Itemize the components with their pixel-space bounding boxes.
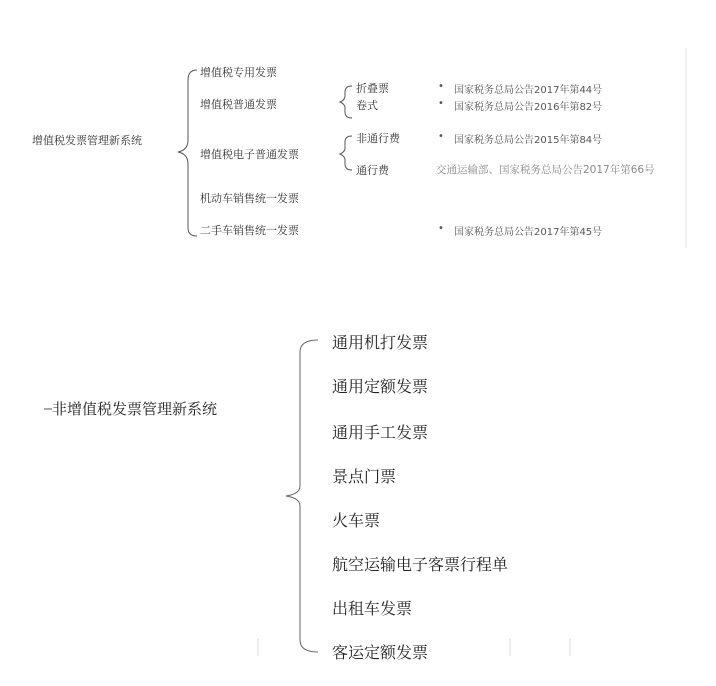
vat-sub-folded: 折叠票 (356, 82, 389, 95)
nonvat-branch-machine-printed: 通用机打发票 (332, 333, 429, 352)
vat-ref-2015-84: 国家税务总局公告2015年第84号 (454, 135, 603, 146)
vat-sub-roll: 卷式 (356, 99, 378, 112)
nonvat-root-label: 非增值税发票管理新系统 (52, 400, 218, 418)
nonvat-branch-handwritten: 通用手工发票 (332, 423, 429, 442)
nonvat-main-brace (286, 340, 318, 652)
nonvat-branch-air-itinerary: 航空运输电子客票行程单 (332, 555, 509, 574)
nonvat-branch-scenic-ticket: 景点门票 (332, 467, 397, 486)
vat-sub-toll: 通行费 (356, 164, 389, 177)
nonvat-branch-train-ticket: 火车票 (332, 511, 381, 530)
vat-ref-2017-44: 国家税务总局公告2017年第44号 (454, 85, 603, 96)
vat-ref-2017-45: 国家税务总局公告2017年第45号 (454, 227, 603, 238)
vat-ref-bullet: • (438, 223, 444, 234)
nonvat-branch-fixed-amount: 通用定额发票 (332, 377, 429, 396)
vat-branch-electronic: 增值税电子普通发票 (200, 148, 299, 161)
vat-branch-special: 增值税专用发票 (200, 66, 277, 79)
vat-root-label: 增值税发票管理新系统 (32, 134, 142, 147)
vat-sub-non-toll: 非通行费 (356, 132, 400, 145)
vat-ref-2017-66: 交通运输部、国家税务总局公告2017年第66号 (436, 164, 655, 176)
vat-ref-bullet: • (438, 131, 444, 142)
vat-ref-bullet: • (438, 98, 444, 109)
vat-ref-bullet: • (438, 81, 444, 92)
vat-branch-used-car: 二手车销售统一发票 (200, 224, 299, 237)
vat-branch-ordinary: 增值税普通发票 (200, 98, 277, 111)
vat-branch-motor-vehicle: 机动车销售统一发票 (200, 192, 299, 205)
nonvat-branch-passenger-fixed: 客运定额发票 (332, 643, 429, 662)
nonvat-branch-taxi-invoice: 出租车发票 (332, 599, 413, 618)
vat-ref-2016-82: 国家税务总局公告2016年第82号 (454, 102, 603, 113)
